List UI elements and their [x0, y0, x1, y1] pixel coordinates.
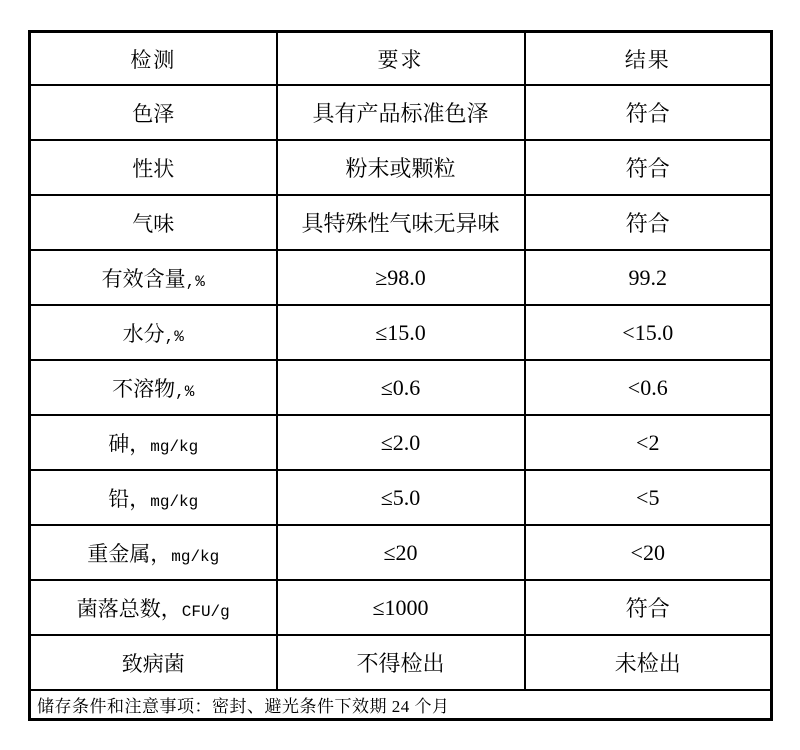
- header-requirement: 要求: [277, 32, 525, 86]
- requirement-cell: ≤1000: [277, 580, 525, 635]
- test-name-cell: [30, 305, 277, 360]
- result-cell: 未检出: [525, 635, 772, 690]
- test-unit: CFU/g: [181, 602, 230, 621]
- test-unit: mg/kg: [171, 547, 220, 566]
- storage-conditions-note: 储存条件和注意事项：密封、避光条件下效期 24 个月: [30, 690, 772, 720]
- table-row: [30, 250, 772, 305]
- test-label: 有效含量: [101, 266, 186, 291]
- inspection-document: [28, 30, 773, 721]
- test-name-cell: [30, 360, 277, 415]
- test-label: 重金属，: [87, 541, 172, 566]
- footer-row: [30, 690, 772, 720]
- table-row: [30, 525, 772, 580]
- test-label: 致病菌: [121, 651, 185, 676]
- table-row: [30, 305, 772, 360]
- table-row: [30, 415, 772, 470]
- header-row: [30, 32, 772, 86]
- result-cell: <0.6: [525, 360, 772, 415]
- test-name-cell: [30, 140, 277, 195]
- quality-inspection-table: [28, 30, 773, 721]
- header-result: 结果: [525, 32, 772, 86]
- table-row: [30, 140, 772, 195]
- test-label: 砷，: [108, 431, 151, 456]
- result-cell: <5: [525, 470, 772, 525]
- table-body: [30, 85, 772, 690]
- result-cell: <2: [525, 415, 772, 470]
- requirement-cell: 不得检出: [277, 635, 525, 690]
- test-label: 性状: [132, 156, 175, 181]
- requirement-cell: ≤0.6: [277, 360, 525, 415]
- requirement-cell: 具特殊性气味无异味: [277, 195, 525, 250]
- test-unit: ,%: [164, 327, 184, 346]
- requirement-cell: 粉末或颗粒: [277, 140, 525, 195]
- test-name-cell: [30, 415, 277, 470]
- table-row: [30, 360, 772, 415]
- table-row: [30, 195, 772, 250]
- test-name-cell: [30, 195, 277, 250]
- table-footer: [30, 690, 772, 720]
- test-unit: mg/kg: [150, 437, 199, 456]
- test-label: 铅，: [108, 486, 151, 511]
- table-header: [30, 32, 772, 86]
- requirement-cell: 具有产品标准色泽: [277, 85, 525, 140]
- test-unit: ,%: [175, 382, 195, 401]
- requirement-cell: ≤5.0: [277, 470, 525, 525]
- requirement-cell: ≥98.0: [277, 250, 525, 305]
- table-row: [30, 85, 772, 140]
- test-name-cell: [30, 525, 277, 580]
- test-label: 气味: [132, 211, 175, 236]
- result-cell: <20: [525, 525, 772, 580]
- table-row: [30, 470, 772, 525]
- test-unit: ,%: [185, 272, 205, 291]
- test-label: 菌落总数，: [76, 596, 182, 621]
- test-name-cell: [30, 635, 277, 690]
- requirement-cell: ≤2.0: [277, 415, 525, 470]
- table-row: [30, 635, 772, 690]
- test-name-cell: [30, 470, 277, 525]
- test-name-cell: [30, 85, 277, 140]
- result-cell: 符合: [525, 140, 772, 195]
- result-cell: 99.2: [525, 250, 772, 305]
- test-label: 色泽: [132, 101, 175, 126]
- header-test: 检测: [30, 32, 277, 86]
- test-name-cell: [30, 250, 277, 305]
- requirement-cell: ≤15.0: [277, 305, 525, 360]
- table-row: [30, 580, 772, 635]
- requirement-cell: ≤20: [277, 525, 525, 580]
- result-cell: 符合: [525, 580, 772, 635]
- test-name-cell: [30, 580, 277, 635]
- test-label: 水分: [122, 321, 165, 346]
- result-cell: 符合: [525, 195, 772, 250]
- test-label: 不溶物: [112, 376, 176, 401]
- result-cell: <15.0: [525, 305, 772, 360]
- result-cell: 符合: [525, 85, 772, 140]
- test-unit: mg/kg: [150, 492, 199, 511]
